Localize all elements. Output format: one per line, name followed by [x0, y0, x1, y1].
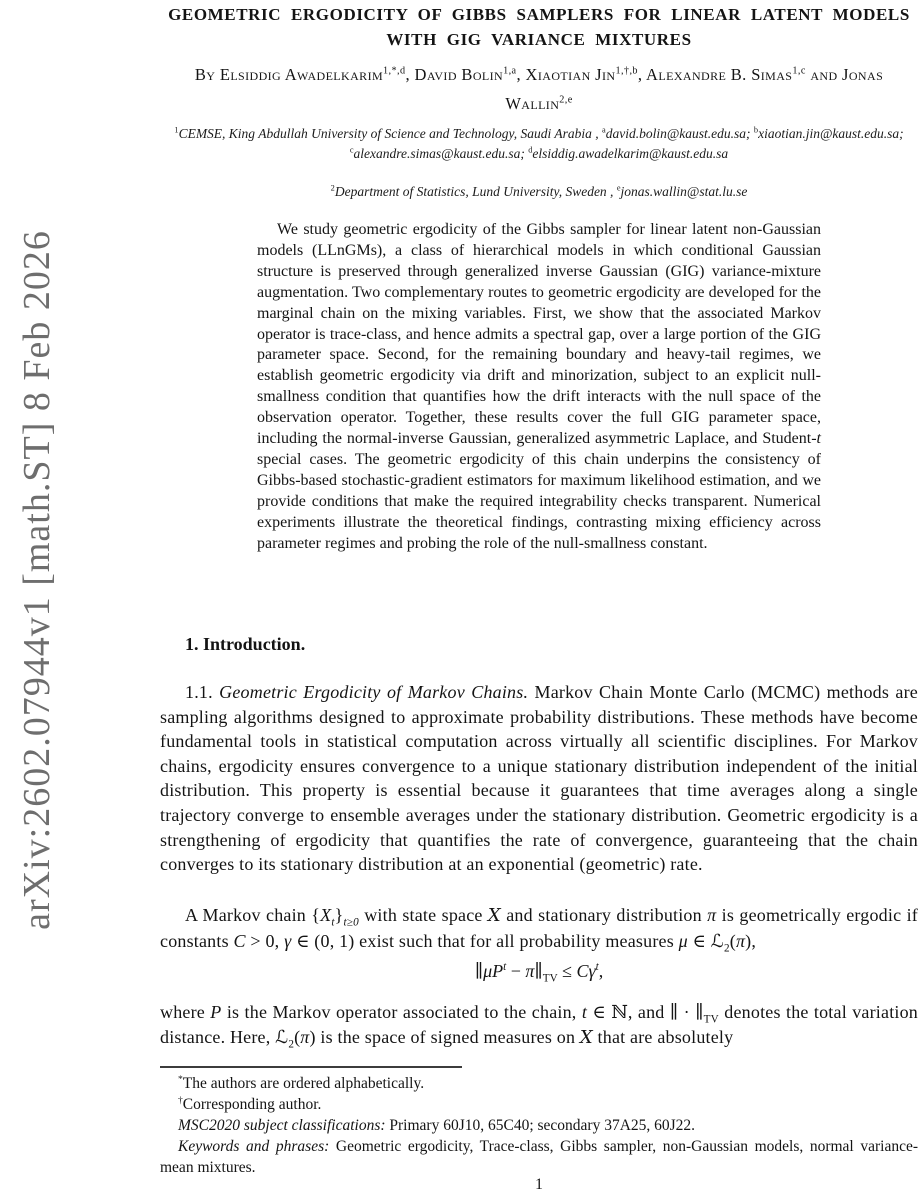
- footnote-authors-order: *The authors are ordered alphabetically.: [178, 1073, 425, 1092]
- footnote-rule: [160, 1066, 462, 1068]
- author-line: By Elsiddig Awadelkarim$^{1,*,d}$, David Bolin$^{1,a}$, Xiaotian Jin$^{1,\dagger,b}$, Alexandre B. Simas$^{1,c}$ and Jonas Wallin$^{2,e}$: [194, 65, 884, 113]
- paragraph-markov-chain: A Markov chain $\{X_t\}_{t\ge 0}$ with state space X and stationary distribution π is geometrically ergodic if constants C > 0, γ ∈ (0, 1) exist such that for all probability measures μ ∈ ℒ$_2$(π),: [160, 905, 918, 955]
- footnote-msc-classifications: MSC2020 subject classifications: Primary 60J10, 65C40; secondary 37A25, 60J22.: [178, 1117, 696, 1134]
- arxiv-stamp: arXiv:2602.07944v1 [math.ST] 8 Feb 2026: [16, 230, 58, 930]
- section-heading-introduction: 1. Introduction.: [185, 634, 306, 654]
- affiliation-1: $^1$CEMSE, King Abdullah University of Science and Technology, Saudi Arabia , $^a$david.bolin@kaust.edu.sa; $^b$xiaotian.jin@kaust.edu.sa; $^c$alexandre.simas@kaust.edu.sa; $^d$elsiddig.awadelkarim@kaust.edu.sa: [174, 125, 904, 161]
- affiliation-2: $^2$Department of Statistics, Lund University, Sweden , $^e$jonas.wallin@stat.lu.se: [330, 183, 748, 199]
- display-equation-tv-bound: $\parallel\mu P^t$ − $\pi\parallel_{TV} \le C\gamma^t$,: [474, 961, 604, 985]
- footnote-keywords: Keywords and phrases: Geometric ergodicity, Trace-class, Gibbs sampler, non-Gaussian models, normal variance-mean mixtures.: [160, 1138, 918, 1176]
- paragraph-geometric-ergodicity: 1.1. Geometric Ergodicity of Markov Chains. Markov Chain Monte Carlo (MCMC) methods are sampling algorithms designed to approximate probability distributions. These methods have become fundamental tools in statistical computation across virtually all scientific disciplines. For Markov chains, ergodicity ensures convergence to a unique stationary distribution independent of the initial distribution. This property is essential because it guarantees that time averages along a single trajectory converge to ensemble averages under the stationary distribution. Geometric ergodicity is a strengthening of ergodicity that quantifies the rate of convergence, guaranteeing that the chain converges to its stationary distribution at an exponential (geometric) rate.: [160, 682, 918, 875]
- abstract: We study geometric ergodicity of the Gibbs sampler for linear latent non-Gaussian models (LLnGMs), a class of hierarchical models in which conditional Gaussian structure is preserved through generalized inverse Gaussian (GIG) variance-mixture augmentation. Two complementary routes to geometric ergodicity are developed for the marginal chain on the mixing variables. First, we show that the associated Markov operator is trace-class, and hence admits a spectral gap, over a large portion of the GIG parameter space. Second, for the remaining boundary and heavy-tail regimes, we establish geometric ergodicity via drift and minorization, subject to an explicit null-smallness condition that quantifies how the drift interacts with the null space of the observation operator. Together, these results cover the full GIG parameter space, including the normal-inverse Gaussian, generalized asymmetric Laplace, and Student-t special cases. The geometric ergodicity of this chain underpins the consistency of Gibbs-based stochastic-gradient estimators for maximum likelihood estimation, and we provide conditions that make the required integrability checks transparent. Numerical experiments illustrate the theoretical findings, contrasting mixing efficiency across parameter regimes and probing the role of the null-smallness constant.: [257, 221, 821, 552]
- page-number: 1: [535, 1176, 543, 1193]
- footnote-corresponding-author: †Corresponding author.: [178, 1094, 322, 1113]
- paragraph-where-operator: where P is the Markov operator associated to the chain, t ∈ ℕ, and ∥ · $\parallel_{TV}$ denotes the total variation distance. Here, ℒ$_2$(π) is the space of signed measures on X that are absolutely: [160, 1002, 918, 1051]
- footnotes-block: [160, 1073, 918, 1178]
- paper-page: [160, 0, 918, 1200]
- paper-title: GEOMETRIC ERGODICITY OF GIBBS SAMPLERS FOR LINEAR LATENT MODELS WITH GIG VARIANCE MIXTURES: [168, 5, 910, 49]
